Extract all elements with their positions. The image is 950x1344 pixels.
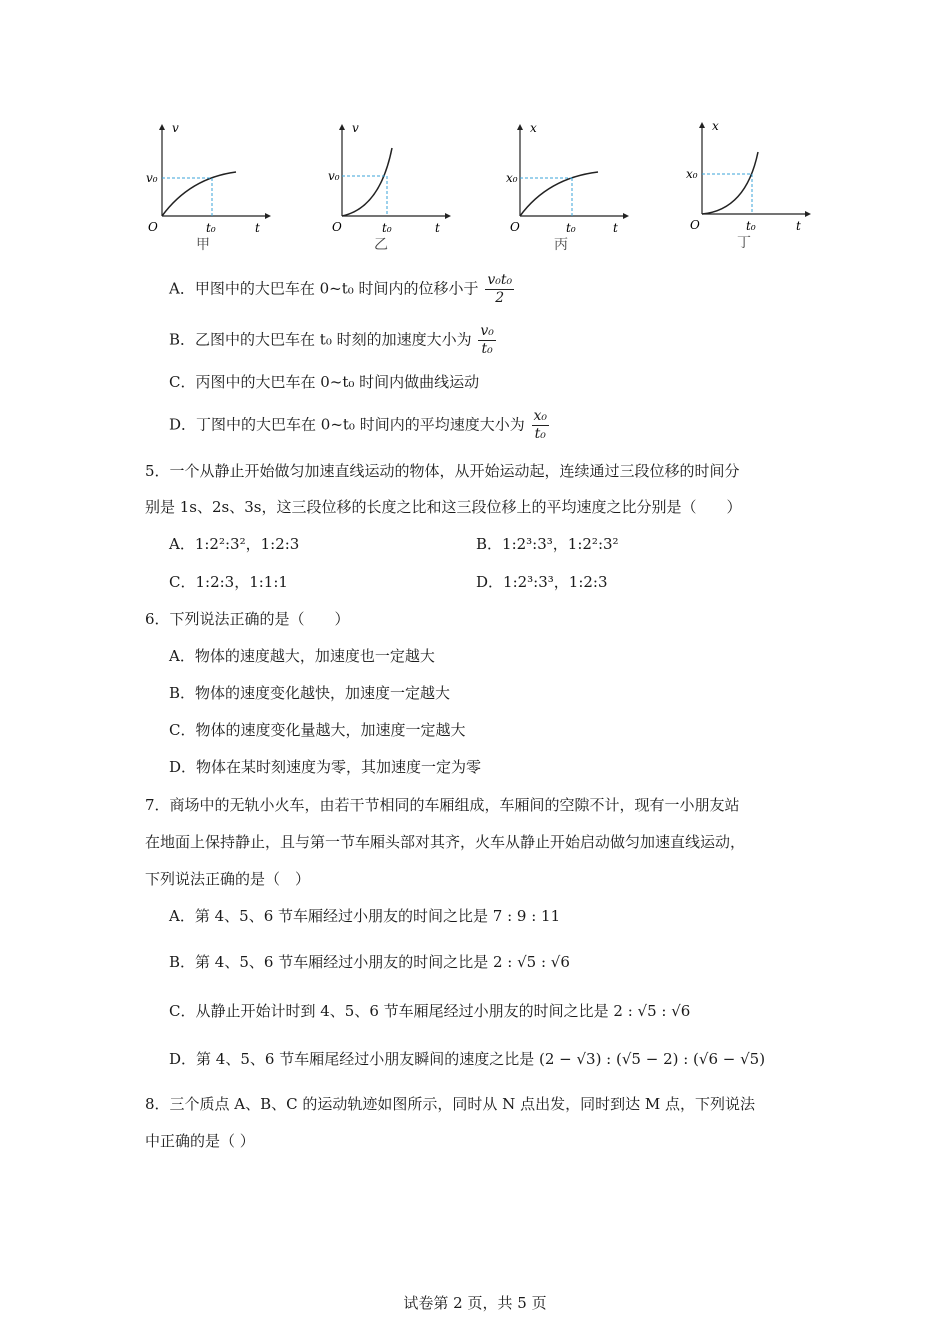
graph-ding-x-axis: t	[796, 219, 801, 233]
q6-stem: 6．下列说法正确的是（ ）	[145, 610, 350, 628]
graph-bing	[498, 116, 648, 256]
q6-option-d: D．物体在某时刻速度为零，其加速度一定为零	[169, 758, 482, 776]
q7-stem-line1: 7．商场中的无轨小火车，由若干节相同的车厢组成，车厢间的空隙不计，现有一小朋友站	[145, 796, 740, 814]
q7-option-c: C．从静止开始计时到 4、5、6 节车厢尾经过小朋友的时间之比是 2 : √5 : √6	[169, 1002, 691, 1020]
q4-option-a-fraction	[485, 272, 514, 307]
graph-yi-y-axis: v	[352, 121, 359, 135]
q5-option-d: D．1:2³:3³，1:2:3	[476, 573, 608, 591]
graph-jia-y-axis: v	[172, 121, 179, 135]
graph-jia-caption: 甲	[196, 237, 210, 253]
graph-bing-x-mark: t₀	[566, 221, 576, 235]
q8-stem-line2: 中正确的是（ ）	[145, 1132, 255, 1150]
graph-jia-plot	[140, 116, 290, 256]
graph-yi-x-mark: t₀	[382, 221, 392, 235]
graph-yi-y-mark: v₀	[328, 169, 340, 183]
graph-yi-caption: 乙	[374, 237, 388, 253]
graph-jia-x-axis: t	[255, 221, 260, 235]
q4-option-d-num: x₀	[533, 408, 548, 424]
graph-yi-x-axis: t	[435, 221, 440, 235]
graph-jia-y-mark: v₀	[146, 171, 158, 185]
q6-option-b: B．物体的速度变化越快，加速度一定越大	[169, 684, 451, 702]
q6-option-c: C．物体的速度变化量越大，加速度一定越大	[169, 721, 466, 739]
q4-option-b-text: B．乙图中的大巴车在 t₀ 时刻的加速度大小为	[169, 330, 472, 349]
graph-ding-plot	[680, 116, 830, 256]
graph-yi-plot	[320, 116, 470, 256]
q4-option-a-text: A．甲图中的大巴车在 0~t₀ 时间内的位移小于	[169, 279, 479, 298]
q4-option-b	[169, 323, 496, 358]
graph-ding-x-mark: t₀	[746, 219, 756, 233]
q4-option-b-fraction	[478, 323, 496, 358]
page-footer: 试卷第 2 页，共 5 页	[403, 1294, 547, 1312]
q7-option-a: A．第 4、5、6 节车厢经过小朋友的时间之比是 7 : 9 : 11	[169, 907, 561, 925]
q7-stem-line3: 下列说法正确的是（ ）	[145, 870, 311, 888]
graph-ding-y-axis: x	[712, 119, 719, 133]
q4-option-d-den: t₀	[534, 425, 546, 442]
q5-stem-line2: 别是 1s、2s、3s，这三段位移的长度之比和这三段位移上的平均速度之比分别是（ ）	[145, 498, 742, 516]
graph-yi-origin: O	[332, 220, 342, 234]
graph-bing-x-axis: t	[613, 221, 618, 235]
q5-option-a: A．1:2²:3²，1:2:3	[169, 535, 300, 553]
graph-ding-origin: O	[690, 218, 700, 232]
q7-option-d: D．第 4、5、6 节车厢尾经过小朋友瞬间的速度之比是 (2 − √3) : (√5 − 2) : (√6 − √5)	[169, 1050, 766, 1068]
graph-yi	[320, 116, 470, 256]
graph-bing-origin: O	[510, 220, 520, 234]
q5-option-c: C．1:2:3，1:1:1	[169, 573, 288, 591]
graph-ding	[680, 116, 830, 256]
graph-ding-caption: 丁	[737, 235, 751, 251]
graph-row	[140, 116, 820, 266]
graph-jia-x-mark: t₀	[206, 221, 216, 235]
graph-jia-origin: O	[148, 220, 158, 234]
graph-bing-plot	[498, 116, 648, 256]
q4-option-d	[169, 408, 549, 443]
q7-stem-line2: 在地面上保持静止，且与第一节车厢头部对其齐，火车从静止开始启动做匀加速直线运动，	[145, 833, 746, 851]
q4-option-c	[169, 373, 479, 391]
q4-option-d-fraction	[532, 408, 550, 443]
q4-option-b-num: v₀	[480, 323, 494, 339]
q4-option-c-text: C．丙图中的大巴车在 0~t₀ 时间内做曲线运动	[169, 373, 480, 391]
q7-option-b: B．第 4、5、6 节车厢经过小朋友的时间之比是 2 : √5 : √6	[169, 953, 570, 971]
graph-ding-y-mark: x₀	[686, 167, 698, 181]
graph-bing-y-mark: x₀	[506, 171, 518, 185]
q4-option-a-den: 2	[495, 289, 505, 306]
q4-option-a	[169, 272, 514, 307]
q5-option-b: B．1:2³:3³，1:2²:3²	[476, 535, 619, 553]
q4-option-a-num: v₀t₀	[487, 272, 513, 288]
q5-stem-line1: 5．一个从静止开始做匀加速直线运动的物体，从开始运动起，连续通过三段位移的时间分	[145, 462, 740, 480]
q4-option-d-text: D．丁图中的大巴车在 0~t₀ 时间内的平均速度大小为	[169, 415, 525, 434]
q4-option-b-den: t₀	[481, 340, 493, 357]
graph-jia	[140, 116, 290, 256]
q6-option-a: A．物体的速度越大，加速度也一定越大	[169, 647, 435, 665]
graph-bing-y-axis: x	[530, 121, 537, 135]
graph-bing-caption: 丙	[554, 237, 568, 253]
q8-stem-line1: 8．三个质点 A、B、C 的运动轨迹如图所示，同时从 N 点出发，同时到达 M 点，下列说法	[145, 1095, 755, 1113]
